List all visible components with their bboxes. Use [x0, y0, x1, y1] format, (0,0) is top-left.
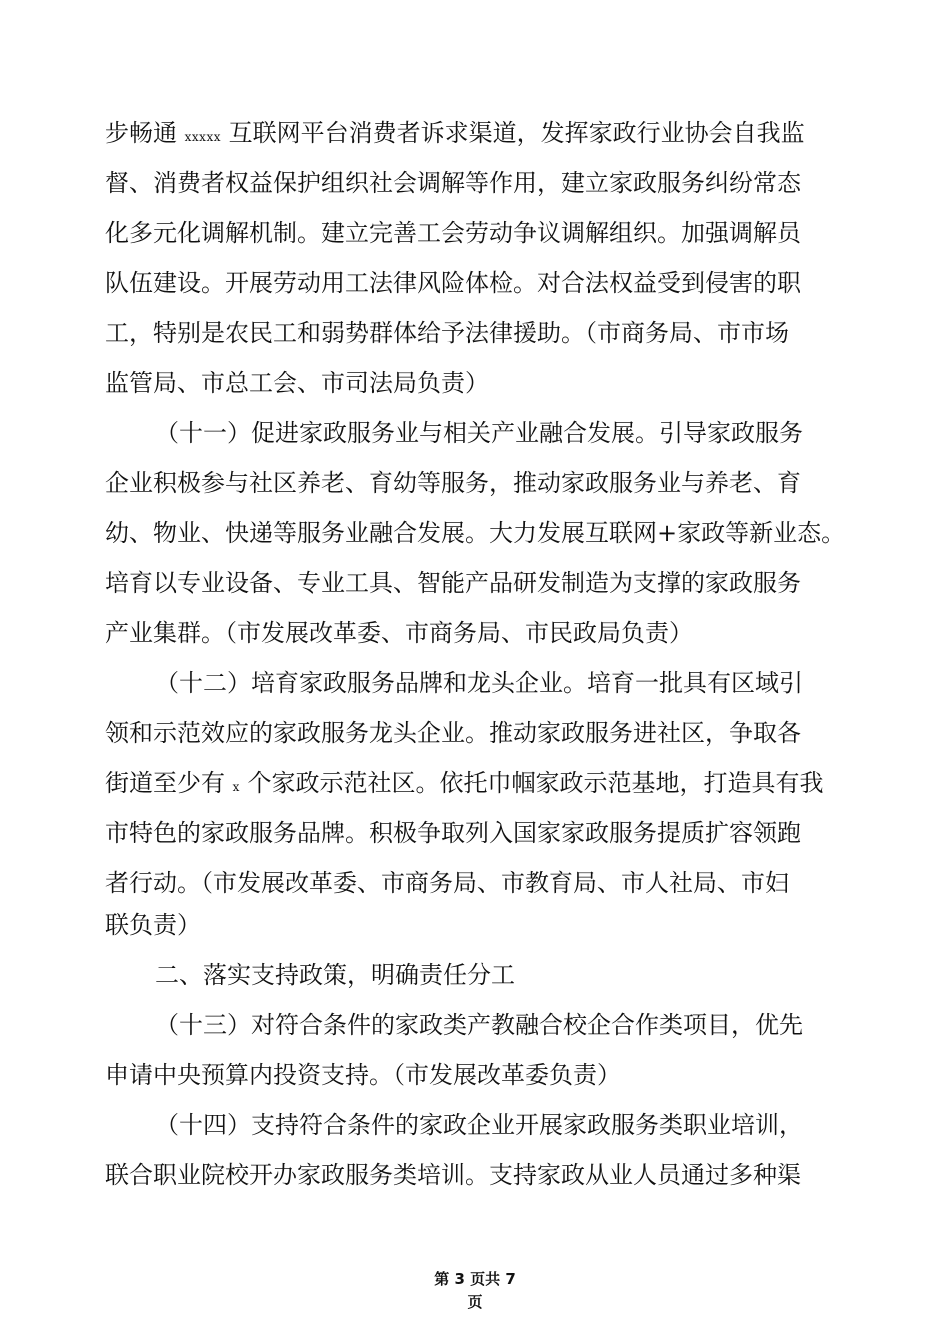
text-line: 工，特别是农民工和弱势群体给予法律援助。（市商务局、市市场 — [105, 319, 789, 347]
text-line: 者行动。（市发展改革委、市商务局、市教育局、市人社局、市妇 — [105, 869, 789, 897]
text-line: 联合职业院校开办家政服务类培训。支持家政从业人员通过多种渠 — [105, 1161, 801, 1189]
paragraph-start-line: （十二）培育家政服务品牌和龙头企业。培育一批具有区域引 — [155, 669, 803, 697]
text-line: 化多元化调解机制。建立完善工会劳动争议调解组织。加强调解员 — [105, 219, 801, 247]
text-line: 幼、物业、快递等服务业融合发展。大力发展互联网+家政等新业态。 — [105, 519, 846, 547]
placeholder-mark: xxxxx — [184, 130, 221, 144]
text-line: 监管局、市总工会、市司法局负责） — [105, 369, 489, 397]
paragraph-start-line: （十一）促进家政服务业与相关产业融合发展。引导家政服务 — [155, 419, 803, 447]
placeholder-mark: x — [232, 780, 240, 794]
text-line: 培育以专业设备、专业工具、智能产品研发制造为支撑的家政服务 — [105, 569, 801, 597]
page-number-suffix: 页 — [467, 1293, 483, 1311]
text-line: 领和示范效应的家政服务龙头企业。推动家政服务进社区，争取各 — [105, 719, 801, 747]
text-line: 市特色的家政服务品牌。积极争取列入国家家政服务提质扩容领跑 — [105, 819, 801, 847]
text-line: 步畅通 xxxxx 互联网平台消费者诉求渠道，发挥家政行业协会自我监 — [105, 119, 805, 147]
text-line: 队伍建设。开展劳动用工法律风险体检。对合法权益受到侵害的职 — [105, 269, 801, 297]
paragraph-start-line: （十四）支持符合条件的家政企业开展家政服务类职业培训， — [155, 1111, 803, 1139]
text-line: 产业集群。（市发展改革委、市商务局、市民政局负责） — [105, 619, 693, 647]
text-line: 街道至少有 x 个家政示范社区。依托巾帼家政示范基地，打造具有我 — [105, 769, 824, 797]
text-line: 联负责） — [105, 911, 201, 939]
text-line: 申请中央预算内投资支持。（市发展改革委负责） — [105, 1061, 621, 1089]
text-line: 企业积极参与社区养老、育幼等服务，推动家政服务业与养老、育 — [105, 469, 801, 497]
paragraph-start-line: （十三）对符合条件的家政类产教融合校企合作类项目，优先 — [155, 1011, 803, 1039]
section-heading: 二、落实支持政策，明确责任分工 — [155, 961, 515, 989]
page-number: 第 3 页共 7 — [434, 1270, 516, 1288]
text-line: 督、消费者权益保护组织社会调解等作用，建立家政服务纠纷常态 — [105, 169, 801, 197]
